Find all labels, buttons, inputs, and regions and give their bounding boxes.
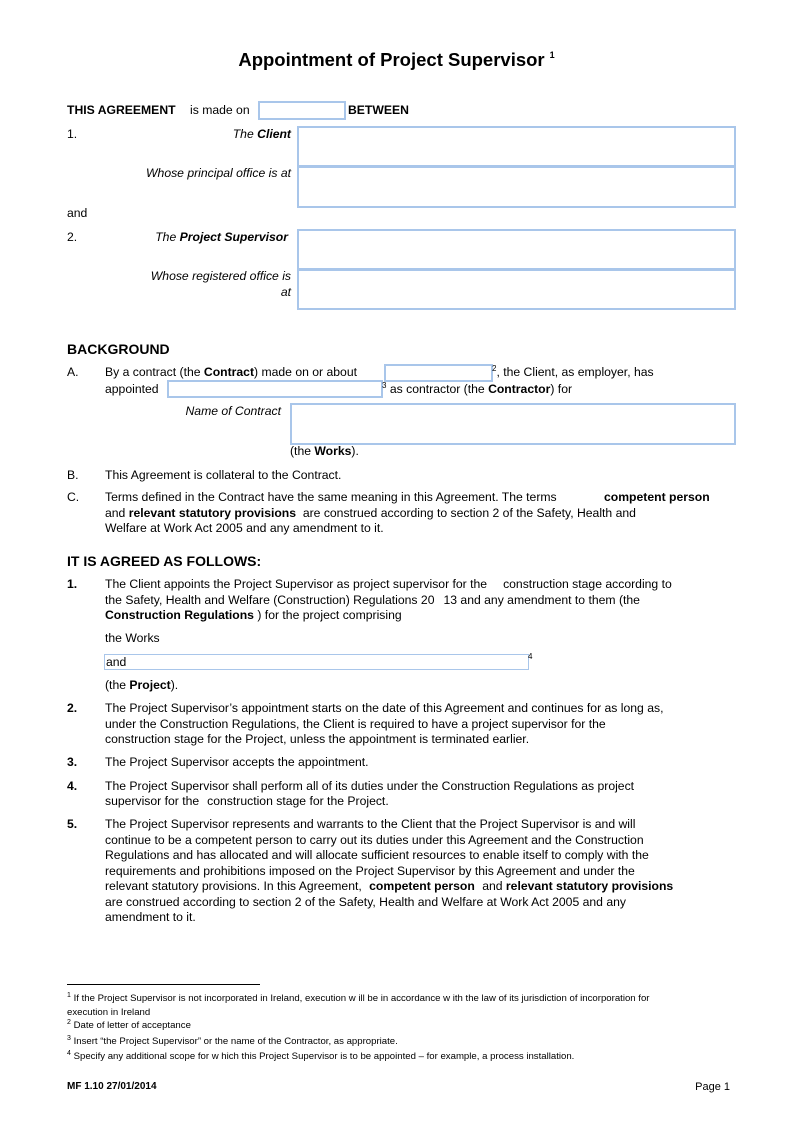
background-c-line2 xyxy=(105,506,636,520)
construction-regulations-term: Construction Regulations xyxy=(105,608,254,622)
works-definition xyxy=(290,444,359,458)
background-a-line2-end xyxy=(382,382,572,396)
agreement-lead: THIS AGREEMENT xyxy=(67,103,176,117)
background-a-line1-end xyxy=(492,365,654,379)
footer-code: MF 1.10 27/01/2014 xyxy=(67,1081,157,1092)
clause4-line2 xyxy=(105,794,389,808)
contractor-field[interactable] xyxy=(167,380,383,398)
contractor-term: Contractor xyxy=(488,382,551,396)
agreed-heading: IT IS AGREED AS FOLLOWS: xyxy=(67,553,262,569)
text-run: and xyxy=(105,506,126,520)
clause4-line1: The Project Supervisor shall perform all of its duties under the Construction Regulations as project xyxy=(105,779,635,793)
text-run: 13 and any amendment to them (the xyxy=(443,593,640,607)
background-c-letter: C. xyxy=(67,490,80,504)
text-run: as contractor (the xyxy=(386,382,489,396)
party1-office-label: Whose principal office is at xyxy=(146,166,291,180)
text-run: and xyxy=(482,879,503,893)
text-run: ) for the project comprising xyxy=(257,608,402,622)
background-a-letter: A. xyxy=(67,365,79,379)
clause4-number: 4. xyxy=(67,779,78,793)
party2-office-label-1: Whose registered office is xyxy=(150,269,291,283)
footnote-ref-4: 4 xyxy=(528,652,533,661)
additional-scope-field[interactable] xyxy=(104,654,529,670)
clause2-line1: The Project Supervisor’s appointment starts on the date of this Agreement and continues for as long as, xyxy=(105,701,664,715)
clause1-and: and xyxy=(106,655,127,669)
contract-name-field[interactable] xyxy=(290,403,736,445)
footnote-divider xyxy=(67,984,260,985)
clause5-number: 5. xyxy=(67,817,78,831)
party2-label-pre: The xyxy=(155,230,177,244)
background-c-line1: Terms defined in the Contract have the same meaning in this Agreement. The terms xyxy=(105,490,557,504)
party1-number: 1. xyxy=(67,127,78,141)
clause2-line2: under the Construction Regulations, the Client is required to have a project supervisor for the xyxy=(105,717,606,731)
clause1-line2 xyxy=(105,593,640,607)
text-run: relevant statutory provisions. In this Agreement, xyxy=(105,879,362,893)
footnote-2-number: 2 xyxy=(67,1019,71,1026)
text-run: are construed according to section 2 of the Safety, Health and xyxy=(302,506,636,520)
contract-date-field[interactable] xyxy=(384,364,493,382)
party1-label xyxy=(140,127,291,141)
footnote-2-text: Date of letter of acceptance xyxy=(73,1020,191,1031)
footnote-4-text: Specify any additional scope for w hich this Project Supervisor is to be appointed – for example, a process installation. xyxy=(73,1051,575,1062)
party2-label xyxy=(100,230,288,244)
party1-label-bold: Client xyxy=(257,127,291,141)
clause2-line3: construction stage for the Project, unless the appointment is terminated earlier. xyxy=(105,732,530,746)
clause5-line5 xyxy=(105,879,673,893)
competent-person-term: competent person xyxy=(604,490,710,504)
clause5-line2: continue to be a competent person to carry out its duties under this Agreement and the Construction xyxy=(105,833,644,847)
supervisor-name-field[interactable] xyxy=(297,229,736,270)
statutory-provisions-term: relevant statutory provisions xyxy=(505,879,674,893)
background-a-line1 xyxy=(105,365,357,379)
text-run: ). xyxy=(351,444,359,458)
party2-number: 2. xyxy=(67,230,78,244)
text-run: (the xyxy=(105,678,130,692)
clause1-line3 xyxy=(105,608,402,622)
footnote-1-number: 1 xyxy=(67,992,71,999)
contract-term: Contract xyxy=(203,365,255,379)
title-text: Appointment of Project Supervisor xyxy=(238,49,545,70)
project-term: Project xyxy=(129,678,171,692)
footnote-ref-2: 2 xyxy=(492,364,497,373)
supervisor-office-field[interactable] xyxy=(297,269,736,310)
background-b-letter: B. xyxy=(67,468,79,482)
text-run: ) for xyxy=(550,382,573,396)
agreement-date-field[interactable] xyxy=(258,101,346,120)
statutory-provisions-term: relevant statutory provisions xyxy=(128,506,297,520)
text-run: construction stage according to xyxy=(503,577,672,591)
text-run: (the xyxy=(290,444,315,458)
footnote-3-text: Insert “the Project Supervisor” or the name of the Contractor, as appropriate. xyxy=(73,1036,398,1047)
text-run: The Client appoints the Project Supervisor as project supervisor for the xyxy=(105,577,488,591)
clause5-line1: The Project Supervisor represents and warrants to the Client that the Project Supervisor is and will xyxy=(105,817,636,831)
text-run: By a contract (the xyxy=(105,365,204,379)
page-title xyxy=(0,49,793,71)
text-run: ) made on or about xyxy=(254,365,357,379)
project-definition xyxy=(105,678,178,692)
clause5-line3: Regulations and has allocated and will allocate sufficient resources to enable itself to comply with the xyxy=(105,848,649,862)
footnote-2 xyxy=(67,1020,191,1031)
footnote-1-text: If the Project Supervisor is not incorporated in Ireland, execution w ill be in accordance w ith the law of its jurisdiction of incorporation for xyxy=(73,993,650,1004)
footnote-4 xyxy=(67,1051,574,1062)
clause2-number: 2. xyxy=(67,701,78,715)
text-run: the Safety, Health and Welfare (Construction) Regulations 20 xyxy=(105,593,435,607)
agreement-between: BETWEEN xyxy=(348,103,409,117)
footnote-ref-3: 3 xyxy=(382,381,387,390)
clause5-line4: requirements and prohibitions imposed on the Project Supervisor by this Agreement and under the xyxy=(105,864,635,878)
client-name-field[interactable] xyxy=(297,126,736,167)
background-b-text: This Agreement is collateral to the Contract. xyxy=(105,468,342,482)
text-run: supervisor for the xyxy=(105,794,200,808)
title-footnote-ref: 1 xyxy=(549,50,555,60)
clause3-number: 3. xyxy=(67,755,78,769)
text-run: ). xyxy=(170,678,179,692)
and-separator: and xyxy=(67,206,88,220)
footnote-3 xyxy=(67,1036,398,1047)
footnote-3-number: 3 xyxy=(67,1035,71,1042)
agreement-made-on: is made on xyxy=(190,103,250,117)
text-run: , the Client, as employer, has xyxy=(496,365,654,379)
footer-page: Page 1 xyxy=(695,1081,730,1093)
clause5-line7: amendment to it. xyxy=(105,910,196,924)
footnote-1 xyxy=(67,993,650,1004)
works-term: Works xyxy=(314,444,352,458)
client-office-field[interactable] xyxy=(297,166,736,208)
clause1-line1 xyxy=(105,577,672,591)
clause1-number: 1. xyxy=(67,577,78,591)
footnote-1-cont: execution in Ireland xyxy=(67,1007,151,1018)
name-of-contract-label: Name of Contract xyxy=(185,404,281,418)
party1-label-pre: The xyxy=(232,127,254,141)
background-c-line3: Welfare at Work Act 2005 and any amendment to it. xyxy=(105,521,384,535)
party2-office-label-2: at xyxy=(280,285,291,299)
text-run: construction stage for the Project. xyxy=(207,794,389,808)
party2-label-bold: Project Supervisor xyxy=(179,230,288,244)
clause3-line1: The Project Supervisor accepts the appointment. xyxy=(105,755,369,769)
clause1-works: the Works xyxy=(105,631,160,645)
competent-person-term: competent person xyxy=(369,879,475,893)
clause5-line6: are construed according to section 2 of the Safety, Health and Welfare at Work Act 2005 and any xyxy=(105,895,626,909)
background-a-appointed: appointed xyxy=(105,382,159,396)
background-heading: BACKGROUND xyxy=(67,341,170,357)
footnote-4-number: 4 xyxy=(67,1050,71,1057)
